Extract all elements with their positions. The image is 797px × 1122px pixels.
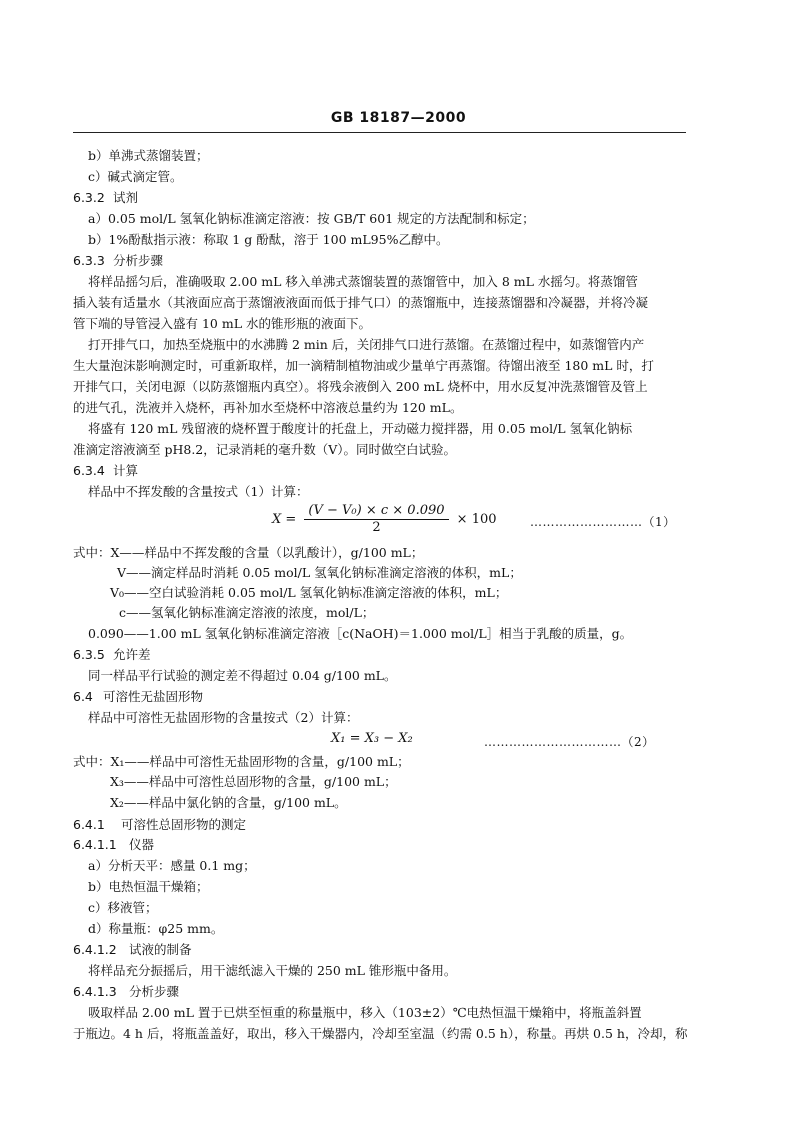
paragraph-line: 样品中不挥发酸的含量按式（1）计算： bbox=[88, 484, 309, 499]
paragraph-line: 同一样品平行试验的测定差不得超过 0.04 g/100 mL。 bbox=[88, 668, 397, 683]
section-heading-6-4-1-3 bbox=[73, 984, 179, 1000]
list-item: b）单沸式蒸馏装置； bbox=[88, 148, 209, 163]
list-item: c）碱式滴定管。 bbox=[88, 169, 183, 184]
paragraph-line: 吸取样品 2.00 mL 置于已烘至恒重的称量瓶中，移入（103±2）℃电热恒温干燥箱中，将瓶盖斜置 bbox=[88, 1005, 642, 1020]
formula-number: ………………………（1） bbox=[530, 515, 676, 529]
section-heading-6-3-2 bbox=[73, 190, 138, 206]
paragraph-line: 的进气孔，洗液并入烧杯，再补加水至烧杯中溶液总量约为 120 mL。 bbox=[73, 400, 463, 415]
list-item: a）0.05 mol/L 氢氧化钠标准滴定溶液：按 GB/T 601 规定的方法配制和标定； bbox=[88, 211, 535, 226]
list-item: c）移液管； bbox=[88, 900, 158, 915]
section-number: 6.3.3 bbox=[73, 253, 105, 268]
formula-numerator: (V − V₀) × c × 0.090 bbox=[304, 503, 448, 520]
section-number: 6.3.5 bbox=[73, 647, 105, 662]
paragraph-line: 插入装有适量水（其液面应高于蒸馏液液面而低于排气口）的蒸馏瓶中，连接蒸馏器和冷凝器，并将冷凝 bbox=[73, 295, 649, 310]
list-item: b）电热恒温干燥箱； bbox=[88, 879, 209, 894]
section-heading-6-4 bbox=[73, 689, 203, 705]
formula-denominator: 2 bbox=[372, 520, 381, 535]
section-title: 分析步骤 bbox=[129, 984, 180, 999]
paragraph-line: 将样品摇匀后，准确吸取 2.00 mL 移入单沸式蒸馏装置的蒸馏管中，加入 8 mL 水摇匀。将蒸馏管 bbox=[88, 274, 638, 289]
document-header: GB 18187—2000 bbox=[330, 110, 467, 126]
paragraph-line: 生大量泡沫影响测定时，可重新取样，加一滴精制植物油或少量单宁再蒸馏。待馏出液至 180 mL 时，打 bbox=[73, 358, 654, 373]
section-number: 6.3.2 bbox=[73, 190, 105, 205]
section-heading-6-4-1-2 bbox=[73, 942, 192, 958]
where-line: X₂——样品中氯化钠的含量，g/100 mL。 bbox=[110, 795, 347, 810]
formula-2: X₁ = X₃ − X₂ bbox=[331, 731, 413, 746]
formula-lhs: X = bbox=[272, 512, 297, 527]
paragraph-line: 将样品充分振摇后，用干滤纸滤入干燥的 250 mL 锥形瓶中备用。 bbox=[88, 963, 457, 978]
paragraph-line: 将盛有 120 mL 残留液的烧杯置于酸度计的托盘上，开动磁力搅拌器，用 0.05 mol/L 氢氧化钠标 bbox=[88, 421, 633, 436]
where-line: 0.090——1.00 mL 氢氧化钠标准滴定溶液［c(NaOH)＝1.000 mol/L］相当于乳酸的质量，g。 bbox=[88, 626, 633, 641]
where-line: 式中：X——样品中不挥发酸的含量（以乳酸计），g/100 mL； bbox=[73, 545, 424, 560]
section-heading-6-4-1 bbox=[73, 817, 246, 833]
section-number: 6.4.1.1 bbox=[73, 837, 117, 852]
section-heading-6-4-1-1 bbox=[73, 837, 154, 853]
formula-tail: × 100 bbox=[456, 512, 497, 527]
formula-number: ……………………………（2） bbox=[484, 735, 655, 749]
section-number: 6.4.1.3 bbox=[73, 984, 117, 999]
list-item: d）称量瓶：φ25 mm。 bbox=[88, 921, 224, 936]
section-number: 6.4.1.2 bbox=[73, 942, 117, 957]
list-item: b）1%酚酞指示液：称取 1 g 酚酞，溶于 100 mL95%乙醇中。 bbox=[88, 232, 449, 247]
section-title: 仪器 bbox=[129, 837, 155, 852]
paragraph-line: 于瓶边。4 h 后，将瓶盖盖好，取出，移入干燥器内，冷却至室温（约需 0.5 h），称量。再烘 0.5 h，冷却，称 bbox=[73, 1026, 688, 1041]
paragraph-line: 开排气口，关闭电源（以防蒸馏瓶内真空）。将残余液倒入 200 mL 烧杯中，用水反复冲洗蒸馏管及管上 bbox=[73, 379, 648, 394]
where-line: V——滴定样品时消耗 0.05 mol/L 氢氧化钠标准滴定溶液的体积，mL； bbox=[117, 565, 522, 580]
section-title: 分析步骤 bbox=[113, 253, 164, 268]
section-heading-6-3-3 bbox=[73, 253, 163, 269]
section-title: 试液的制备 bbox=[129, 942, 192, 957]
paragraph-line: 管下端的导管浸入盛有 10 mL 水的锥形瓶的液面下。 bbox=[73, 316, 371, 331]
formula-fraction bbox=[304, 503, 448, 536]
section-title: 计算 bbox=[113, 463, 139, 478]
where-line: V₀——空白试验消耗 0.05 mol/L 氢氧化钠标准滴定溶液的体积，mL； bbox=[110, 585, 508, 600]
list-item: a）分析天平：感量 0.1 mg； bbox=[88, 858, 256, 873]
section-heading-6-3-4 bbox=[73, 463, 138, 479]
where-line: X₃——样品中可溶性总固形物的含量，g/100 mL； bbox=[110, 774, 397, 789]
section-number: 6.4.1 bbox=[73, 817, 105, 832]
where-line: 式中：X₁——样品中可溶性无盐固形物的含量，g/100 mL； bbox=[73, 754, 410, 769]
formula-1 bbox=[272, 503, 497, 536]
where-line: c——氢氧化钠标准滴定溶液的浓度，mol/L； bbox=[119, 605, 375, 620]
paragraph-line: 打开排气口，加热至烧瓶中的水沸腾 2 min 后，关闭排气口进行蒸馏。在蒸馏过程中，如蒸馏管内产 bbox=[88, 337, 645, 352]
section-title: 可溶性无盐固形物 bbox=[103, 689, 204, 704]
header-rule bbox=[73, 132, 686, 133]
section-number: 6.3.4 bbox=[73, 463, 105, 478]
section-title: 可溶性总固形物的测定 bbox=[121, 817, 247, 832]
section-number: 6.4 bbox=[73, 689, 93, 704]
section-heading-6-3-5 bbox=[73, 647, 151, 663]
section-title: 试剂 bbox=[113, 190, 139, 205]
paragraph-line: 样品中可溶性无盐固形物的含量按式（2）计算： bbox=[88, 710, 359, 725]
section-title: 允许差 bbox=[113, 647, 151, 662]
paragraph-line: 准滴定溶液滴至 pH8.2，记录消耗的毫升数（V）。同时做空白试验。 bbox=[73, 442, 457, 457]
